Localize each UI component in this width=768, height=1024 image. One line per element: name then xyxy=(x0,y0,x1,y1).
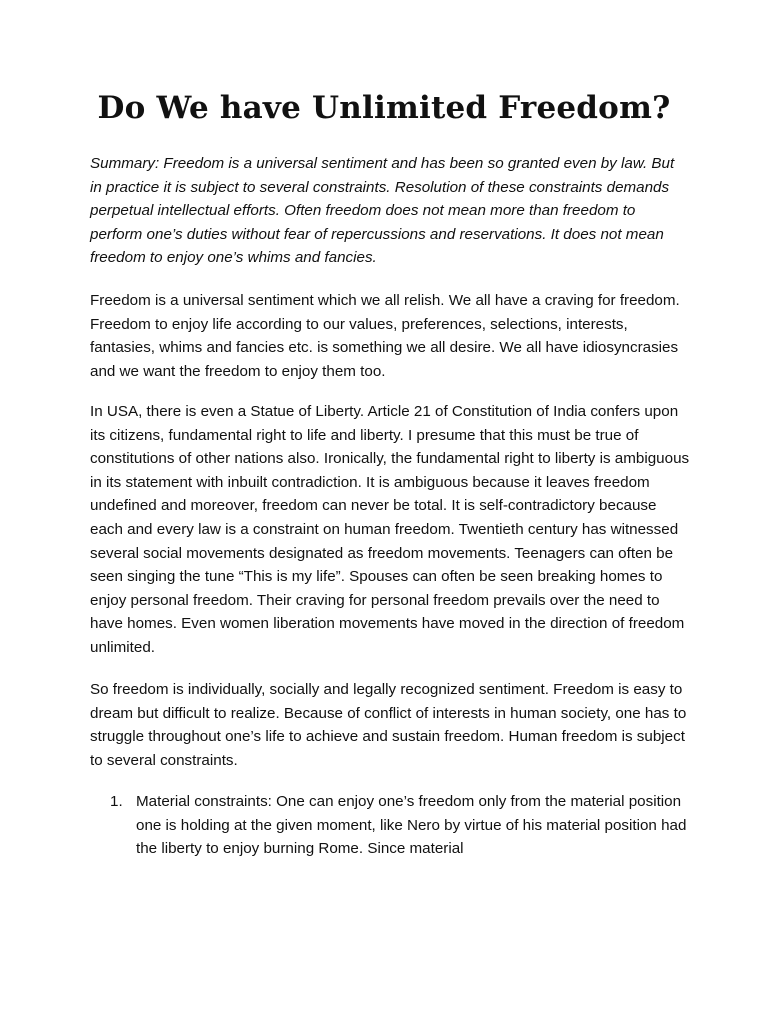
summary-paragraph: Summary: Freedom is a universal sentiment and has been so granted even by law. But in practice it is subject to several constraints. Resolution of these constraints demands perpetual intellectual efforts. Often freedom does not mean more than freedom to perform one’s duties without fear of repercussions and reservations. It does not mean freedom to enjoy one’s whims and fancies. xyxy=(90,155,675,267)
list-item xyxy=(90,790,690,861)
list-item-text: Material constraints: One can enjoy one’s freedom only from the material position one is holding at the given moment, like Nero by virtue of his material position had the liberty to enjoy burning Rome. Since material xyxy=(136,793,687,858)
body-paragraph-3: So freedom is individually, socially and legally recognized sentiment. Freedom is easy to dream but difficult to realize. Because of conflict of interests in human society, one has to struggle throughout one’s life to achieve and sustain freedom. Human freedom is subject to several constraints. xyxy=(90,681,687,769)
document-title: Do We have Unlimited Freedom? xyxy=(97,90,671,126)
body-paragraph-2: In USA, there is even a Statue of Liberty. Article 21 of Constitution of India confers upon its citizens, fundamental right to life and liberty. I presume that this must be true of constitutions of other nations also. Ironically, the fundamental right to liberty is ambiguous in its statement with inbuilt contradiction. It is ambiguous because it leaves freedom undefined and moreover, freedom can never be total. It is self-contradictory because each and every law is a constraint on human freedom. Twentieth century has witnessed several social movements designated as freedom movements. Teenagers can often be seen singing the tune “This is my life”. Spouses can often be seen breaking homes to enjoy personal freedom. Their craving for personal freedom prevails over the need to have homes. Even women liberation movements have moved in the direction of freedom unlimited. xyxy=(90,403,690,656)
constraints-list xyxy=(90,790,690,861)
list-item-number: 1. xyxy=(110,793,123,810)
body-paragraph-1: Freedom is a universal sentiment which we all relish. We all have a craving for freedom. Freedom to enjoy life according to our values, preferences, selections, interests, fantasies, whims and fancies etc. is something we all desire. We all have idiosyncrasies and we want the freedom to enjoy them too. xyxy=(90,292,680,380)
